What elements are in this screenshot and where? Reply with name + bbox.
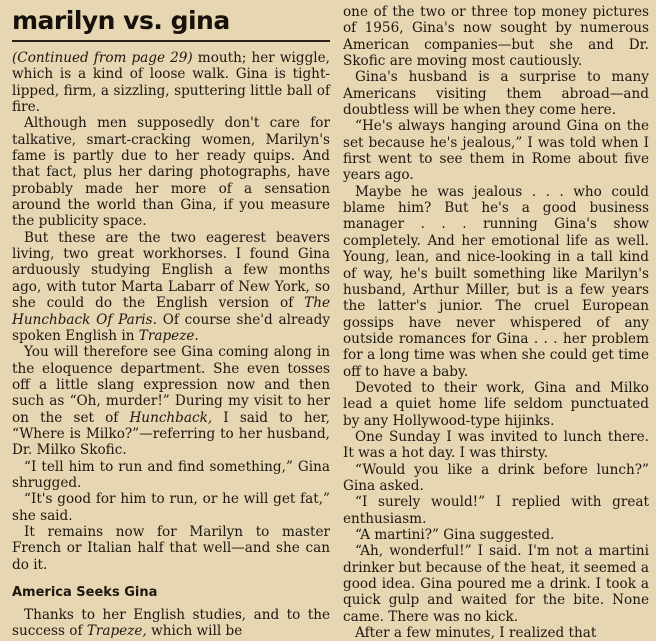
paragraph: “I tell him to run and find something,” Gina shrugged. [12,458,330,491]
right-column-text [343,4,649,641]
paragraph: “I surely would!” I replied with great enthusiasm. [343,494,649,527]
continued-note: (Continued from page 29) [12,50,193,66]
paragraph [12,607,330,640]
film-title: Trapeze. [138,327,199,344]
paragraph: Maybe he was jealous . . . who could blame him? But he's a good business manager . . . running Gina's show completely. And her emotional life as well. Young, lean, and nice-looking in a tall kind of way, he's built something like Marilyn's husband, Arthur Miller, but is a few years the latter's junior. The cruel European gossips have never whispered of any outside romances for Gina . . . her problem for a long time was when she could get time off to have a baby. [343,183,649,380]
article-headline: marilyn vs. gina [12,6,230,35]
paragraph [12,230,330,344]
paragraph: “Would you like a drink before lunch?” Gina asked. [343,461,649,494]
paragraph: “He's always hanging around Gina on the set because he's jealous,” I was told when I first went to see them in Rome about five years ago. [343,118,649,184]
paragraph: After a few minutes, I realized that [355,625,597,641]
paragraph-text: Thanks to her English studies, and to the success of [12,607,330,640]
paragraph: one of the two or three top money pictures of 1956, Gina's now sought by numerous American companies—but she and Dr. Skofic are moving most cautiously. [343,4,649,70]
paragraph-text: which will be [146,623,243,640]
left-column [12,0,330,640]
paragraph-text: But these are the two eagerest beavers living, two great workhorses. I found Gina arduously studying English a few months ago, with tutor Marta Labarr of New York, so she could do the English version of [12,229,330,312]
paragraph-text: mouth; her wiggle, which is a kind of loose walk. Gina is tight-lipped, firm, a sizzling, sputtering little ball of fire. [12,50,330,116]
left-column-text [12,50,330,640]
paragraph: “A martini?” Gina suggested. [355,527,555,543]
film-title: Hunchback, [129,409,213,426]
headline-rule [12,40,330,42]
paragraph: Gina's husband is a surprise to many Americans visiting them abroad—and doubtless will be when they come here. [343,69,649,119]
paragraph: It remains now for Marilyn to master French or Italian half that well—and she can do it. [12,523,330,573]
right-column [343,0,649,641]
film-title: The Hunchback Of Paris. [12,295,330,328]
paragraph [12,344,330,458]
paragraph: Although men supposedly don't care for talkative, smart-cracking women, Marilyn's fame is partly due to her ready quips. And that fact, plus her daring photographs, have probably made her more of a sensation around the world than Gina, if you measure the publicity space. [12,115,330,230]
paragraph-text: Of course she'd already spoken English in [12,311,330,344]
section-subhead: America Seeks Gina [12,585,158,600]
paragraph: One Sunday I was invited to lunch there. It was a hot day. I was thirsty. [343,428,649,462]
paragraph: Devoted to their work, Gina and Milko lead a quiet home life seldom punctuated by any Hollywood-type hijinks. [343,379,649,429]
paragraph-text: I said to her, “Where is Milko?”—referring to her husband, Dr. Milko Skofic. [12,409,330,459]
paragraph-text: You will therefore see Gina coming along in the eloquence department. She even tosses off a little slang expression now and then such as “Oh, murder!” During my visit to her on the set of [12,344,330,426]
film-title: Trapeze, [86,623,147,640]
paragraph: “Ah, wonderful!” I said. I'm not a martini drinker but because of the heat, it seemed a good idea. Gina poured me a drink. I took a quick gulp and waited for the bite. None came. There was no kick. [343,543,649,625]
paragraph: “It's good for him to run, or he will get fat,” she said. [12,491,330,524]
paragraph [12,50,330,115]
